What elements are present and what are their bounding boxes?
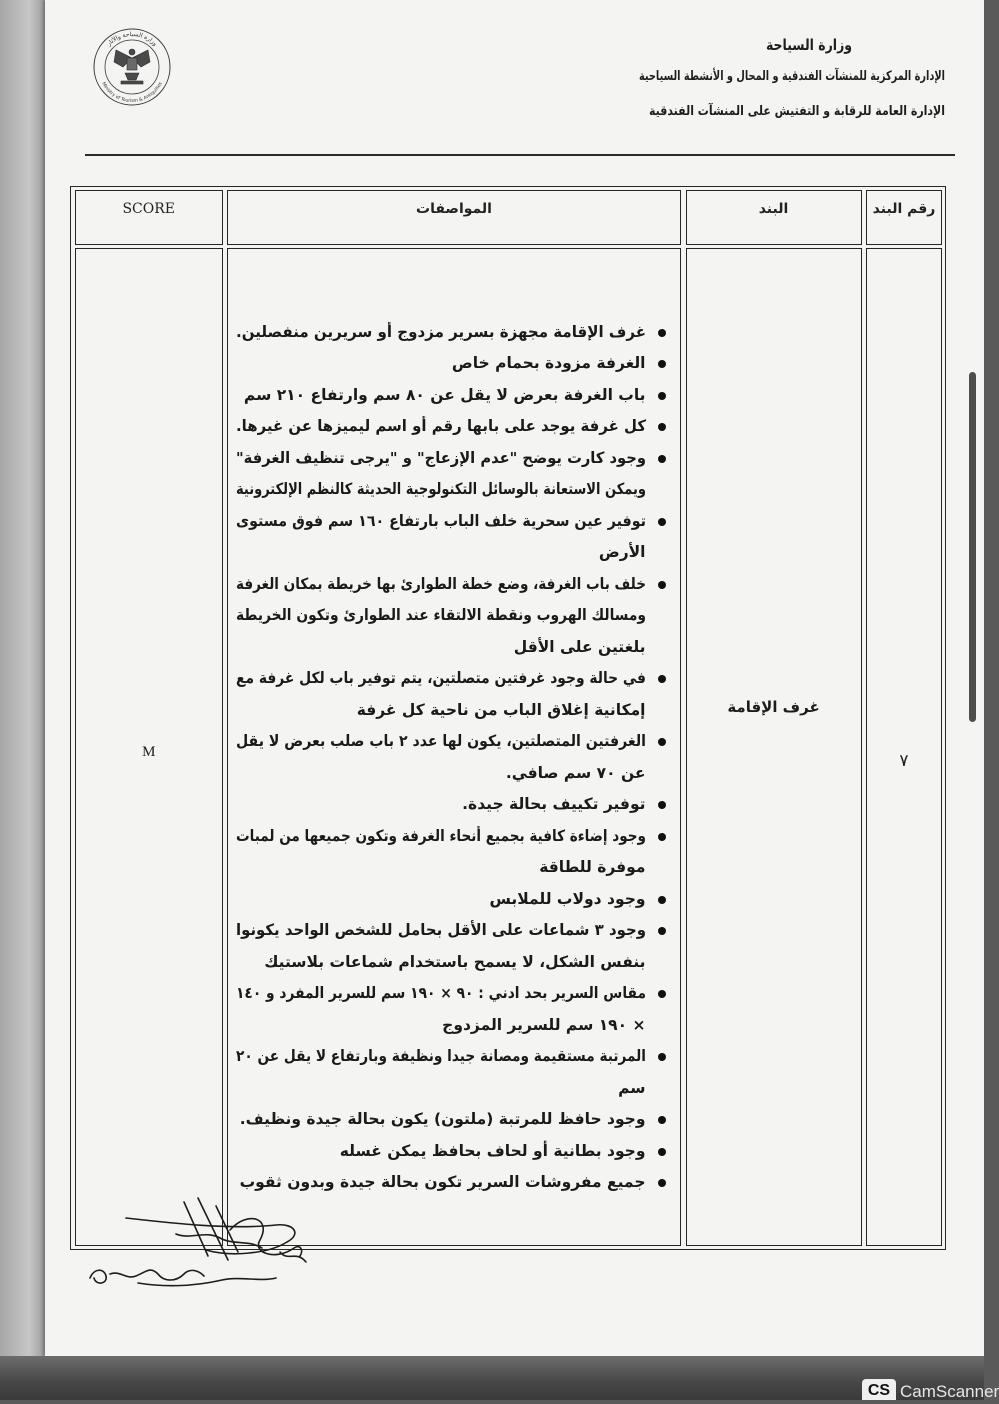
list-item [236, 411, 646, 443]
column-header-score [75, 190, 223, 245]
list-item [236, 884, 646, 916]
spec-text: جميع مفروشات السرير تكون بحالة جيدة وبدون ثقوب [239, 1173, 646, 1191]
spec-text: كل غرفة يوجد على بابها رقم أو اسم ليميزها عن غيرها. [235, 417, 646, 435]
column-header-score-label: SCORE [122, 201, 176, 217]
spec-line [236, 1073, 646, 1105]
header-divider [85, 154, 955, 156]
spec-line [235, 726, 646, 758]
spec-line [236, 348, 646, 380]
cell-item-number [866, 248, 942, 1247]
column-header-item-number-label: رقم البند [872, 201, 936, 217]
bullet-icon [658, 1053, 666, 1061]
bullet-icon [658, 581, 666, 589]
spec-text: الأرض [598, 543, 646, 561]
spec-line [236, 852, 646, 884]
viewer-bottom-bar [0, 1356, 999, 1401]
bullet-icon [658, 833, 666, 841]
spec-line [235, 443, 646, 475]
list-item [236, 821, 646, 884]
spec-text: غرف الإقامة مجهزة بسرير مزدوج أو سريرين منفصلين. [235, 322, 646, 341]
list-item [236, 443, 646, 506]
spec-text: الغرفة مزودة بحمام خاص [451, 354, 646, 372]
spec-text: سم [618, 1078, 646, 1097]
item-value: غرف الإقامة [727, 697, 820, 716]
eagle-icon [114, 49, 150, 84]
spec-text: وجود ٣ شماعات على الأقل بحامل للشخص الواحد يكونوا [235, 921, 646, 939]
spec-line [235, 663, 646, 695]
central-department-text: الإدارة المركزية للمنشآت الفندقية و المحال و الأنشطة السياحية [638, 69, 945, 84]
ministry-name [765, 34, 852, 56]
spec-line [236, 632, 646, 664]
general-department-name [648, 101, 945, 123]
bullet-icon [658, 1116, 666, 1124]
spec-text: وجود كارت يوضح "عدم الإزعاج" و "يرجى تنظيف الغرفة" [235, 448, 646, 467]
bullet-icon [658, 896, 666, 904]
list-item [236, 380, 646, 412]
spec-text: بلغتين على الأقل [513, 637, 646, 656]
column-header-specs [227, 190, 681, 245]
spec-text: عن ٧٠ سم صافي. [505, 763, 646, 782]
list-item [236, 1136, 646, 1168]
list-item [236, 663, 646, 726]
column-header-item-number [866, 190, 942, 245]
list-item [236, 978, 646, 1041]
svg-text:Ministry of Tourism & Antiquit [100, 81, 164, 104]
bullet-icon [658, 1148, 666, 1156]
spec-text: بنفس الشكل، لا يسمح باستخدام شماعات بلاستيك [264, 952, 646, 971]
scrollbar-thumb[interactable] [969, 372, 976, 722]
spec-text: موفرة للطاقة [539, 858, 646, 876]
logo-arabic-text: وزارة السياحة والآثار [105, 30, 159, 48]
list-item [236, 726, 646, 789]
bullet-icon [658, 675, 666, 683]
list-item [236, 506, 646, 569]
spec-line [236, 884, 646, 916]
spec-line [235, 1041, 646, 1073]
spec-text: وجود حافظ للمرتبة (ملتون) يكون بحالة جيدة ونظيف. [239, 1110, 646, 1128]
spec-text: خلف باب الغرفة، وضع خطة الطوارئ بها خريطة بمكان الغرفة [235, 574, 646, 593]
bullet-icon [658, 738, 666, 746]
list-item [236, 1104, 646, 1136]
spec-line [235, 600, 646, 632]
score-value: M [142, 743, 156, 760]
spec-line [236, 1136, 646, 1168]
spec-line [235, 978, 646, 1010]
bullet-icon [658, 990, 666, 998]
list-item [236, 348, 646, 380]
ministry-name-text: وزارة السياحة [765, 36, 852, 54]
bullet-icon [658, 455, 666, 463]
bullet-icon [658, 518, 666, 526]
spec-line [236, 380, 646, 412]
handwritten-signature [80, 1190, 310, 1300]
spec-text: ويمكن الاستعانة بالوسائل التكنولوجية الحديثة كالنظم الإلكترونية [235, 480, 646, 498]
spec-text: مقاس السرير بحد ادني : ٩٠ × ١٩٠ سم للسرير المفرد و ١٤٠ [235, 984, 646, 1002]
column-header-specs-label: المواصفات [416, 201, 492, 217]
spec-line [235, 915, 646, 947]
bullet-icon [658, 1179, 666, 1187]
spec-line [235, 411, 646, 443]
spec-line [236, 789, 646, 821]
spec-line [236, 758, 646, 790]
spec-text: وجود إضاءة كافية بجميع أنحاء الغرفة وتكون جميعها من لمبات [235, 826, 646, 845]
spec-line [235, 506, 646, 538]
list-item [236, 569, 646, 664]
general-department-text: الإدارة العامة للرقابة و التفتيش على المنشآت الفندقية [648, 104, 945, 119]
list-item [236, 915, 646, 978]
spec-text: المرتبة مستقيمة ومصانة جيدا ونظيفة وبارتفاع لا يقل عن ٢٠ [235, 1047, 646, 1065]
logo-english-text: Ministry of Tourism & Antiquities [100, 81, 164, 105]
central-department-name [638, 66, 945, 88]
spec-line [235, 821, 646, 853]
bullet-icon [658, 801, 666, 809]
camscanner-logo: CS [862, 1379, 896, 1400]
spec-line [235, 569, 646, 601]
spec-text: ومسالك الهروب ونقطة الالتقاء عند الطوارئ وتكون الخريطة [235, 606, 646, 624]
viewer-left-margin [0, 0, 45, 1356]
spec-text: توفير تكييف بحالة جيدة. [462, 795, 646, 813]
column-header-item-label: البند [758, 201, 789, 217]
spec-text: باب الغرفة بعرض لا يقل عن ٨٠ سم وارتفاع ٢١٠ سم [243, 385, 646, 404]
spec-text: وجود بطانية أو لحاف بحافظ يمكن غسله [339, 1141, 646, 1160]
item-number-value: ٧ [899, 750, 909, 771]
spec-line [236, 695, 646, 727]
ministry-seal-logo [92, 17, 172, 117]
spec-line [236, 947, 646, 979]
list-item [236, 1041, 646, 1104]
bullet-icon [658, 360, 666, 368]
spec-line [236, 537, 646, 569]
specs-list [236, 317, 646, 1199]
bullet-icon [658, 423, 666, 431]
bullet-icon [658, 392, 666, 400]
spec-line [236, 1010, 646, 1042]
column-header-item [686, 190, 862, 245]
cell-score [75, 248, 223, 1247]
spec-line [235, 317, 646, 349]
spec-text: توفير عين سحرية خلف الباب بارتفاع ١٦٠ سم فوق مستوى [235, 511, 646, 530]
spec-text: في حالة وجود غرفتين متصلتين، يتم توفير باب لكل غرفة مع [235, 669, 646, 687]
list-item [236, 789, 646, 821]
spec-text: وجود دولاب للملابس [489, 889, 646, 908]
spec-line [235, 474, 646, 506]
bullet-icon [658, 927, 666, 935]
cell-item [686, 248, 862, 1247]
cell-specs [227, 248, 681, 1247]
spec-text: × ١٩٠ سم للسرير المزدوج [442, 1015, 646, 1034]
spec-line [236, 1104, 646, 1136]
spec-text: الغرفتين المتصلتين، يكون لها عدد ٢ باب صلب بعرض لا يقل [235, 732, 646, 750]
specifications-table [70, 186, 946, 1250]
bullet-icon [658, 329, 666, 337]
camscanner-watermark-text: CamScanner [900, 1382, 999, 1401]
list-item [236, 317, 646, 349]
spec-text: إمكانية إغلاق الباب من ناحية كل غرفة [356, 700, 646, 719]
